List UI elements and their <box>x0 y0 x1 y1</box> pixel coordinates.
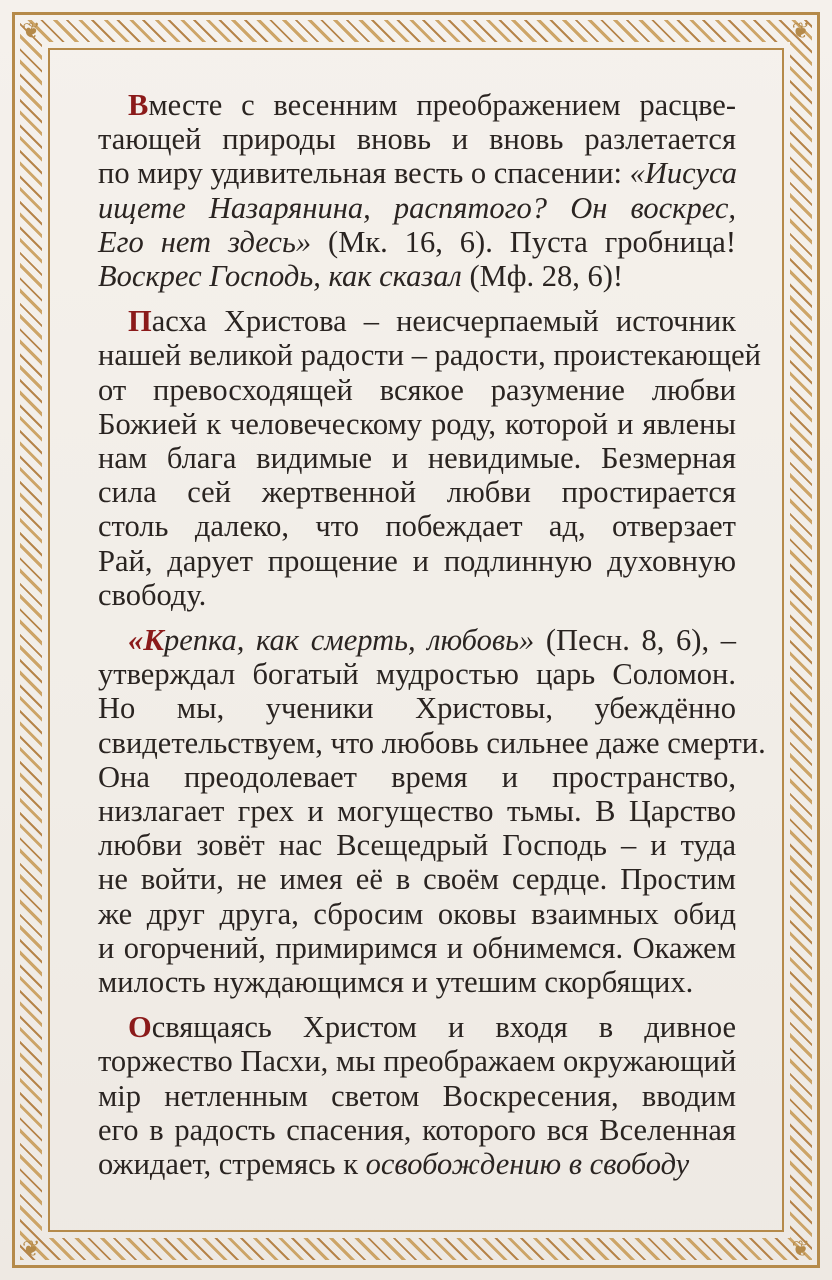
text-line <box>98 965 736 999</box>
text-run: же друг друга, сбросим оковы взаимных обид <box>98 896 736 931</box>
text-run: ожидает, стремясь к <box>98 1147 366 1182</box>
text-line <box>98 828 736 862</box>
text-run: нам блага видимые и невидимые. Безмерная <box>98 441 736 476</box>
text-line <box>98 794 736 828</box>
text-run: его в радость спасения, которого вся Вселенная <box>98 1112 736 1147</box>
text-line <box>98 623 736 657</box>
paragraph <box>98 304 761 612</box>
corner-ornament-icon: ❦ <box>22 18 41 43</box>
text-line <box>98 191 736 225</box>
text-run: низлагает грех и могущество тьмы. В Царство <box>98 794 736 829</box>
text-line <box>98 897 736 931</box>
text-run: (Мф. 28, 6)! <box>461 259 624 294</box>
drop-cap: П <box>128 304 152 339</box>
text-run: сила сей жертвенной любви простирается <box>98 475 736 510</box>
italic-quote: «Иисуса <box>629 156 738 191</box>
text-line <box>98 373 736 407</box>
text-run: свящаясь Христом и входя в дивное <box>151 1010 736 1045</box>
text-line <box>98 931 736 965</box>
text-run: торжество Пасхи, мы преображаем окружающий <box>98 1044 737 1079</box>
text-run: от превосходящей всякое разумение любви <box>98 372 736 407</box>
text-run: и огорчений, примиримся и обнимемся. Окажем <box>98 930 736 965</box>
italic-quote: Его нет здесь» <box>98 224 312 259</box>
text-line <box>98 1079 736 1113</box>
text-line <box>98 1147 736 1181</box>
text-line <box>98 725 766 760</box>
text-run: по миру удивительная весть о спасении: <box>98 156 630 191</box>
text-run: (Мк. 16, 6). Пуста гробница! <box>311 224 736 259</box>
document-text <box>98 88 766 1192</box>
text-run: свидетельствуем, что любовь сильнее даже смерти. <box>98 725 766 760</box>
text-line <box>98 259 736 293</box>
text-run: Она преодолевает время и пространство, <box>98 759 736 794</box>
text-line <box>98 1113 736 1147</box>
drop-cap: «К <box>128 623 164 658</box>
text-line <box>98 407 736 441</box>
text-run: не войти, не имея её в своём сердце. Простим <box>98 862 736 897</box>
text-run: любви зовёт нас Всещедрый Господь – и туда <box>98 828 736 863</box>
drop-cap: О <box>128 1010 152 1045</box>
corner-ornament-icon: ❦ <box>791 1236 810 1261</box>
text-run: Божией к человеческому роду, которой и явлены <box>98 406 736 441</box>
text-run: Но мы, ученики Христовы, убеждённо <box>98 691 736 726</box>
italic-quote: репка, как смерть, любовь» <box>163 623 535 658</box>
text-line <box>98 304 736 338</box>
text-line <box>98 862 736 896</box>
text-line <box>98 578 736 612</box>
text-line <box>98 509 736 543</box>
text-run: милость нуждающимся и утешим скорбящих. <box>98 965 694 1000</box>
text-run: свободу. <box>98 577 207 612</box>
paragraph <box>98 623 766 1000</box>
text-line <box>98 441 736 475</box>
text-run: Рай, дарует прощение и подлинную духовную <box>98 543 736 578</box>
text-run: мір нетленным светом Воскресения, вводим <box>98 1078 736 1113</box>
italic-quote: ищете Назарянина, распятого? Он воскрес, <box>98 190 736 225</box>
text-line <box>98 544 736 578</box>
text-run: (Песн. 8, 6), – <box>534 623 736 658</box>
text-line <box>98 691 736 725</box>
text-run: столь далеко, что побеждает ад, отверзает <box>98 509 736 544</box>
text-line <box>98 1010 736 1044</box>
text-run: утверждал богатый мудростью царь Соломон. <box>98 657 736 692</box>
drop-cap: В <box>128 88 149 122</box>
text-line <box>98 1044 736 1078</box>
text-run: месте с весенним преображением расцве- <box>148 88 736 122</box>
text-run: асха Христова – неисчерпаемый источник <box>151 304 736 339</box>
text-line <box>98 225 736 259</box>
paragraph <box>98 88 736 293</box>
corner-ornament-icon: ❦ <box>22 1236 41 1261</box>
paragraph <box>98 1010 736 1181</box>
text-line <box>98 760 736 794</box>
italic-quote: Воскрес Господь, как сказал <box>98 259 462 294</box>
text-run: тающей природы вновь и вновь разлетается <box>98 122 736 157</box>
text-run: нашей великой радости – радости, проистекающей <box>98 338 761 373</box>
corner-ornament-icon: ❦ <box>791 18 810 43</box>
text-line <box>98 156 736 190</box>
text-line <box>98 475 736 509</box>
italic-quote: освобождению в свободу <box>365 1147 690 1182</box>
text-line <box>98 88 736 122</box>
text-line <box>98 122 736 156</box>
text-line <box>98 657 736 691</box>
text-line <box>98 338 761 373</box>
